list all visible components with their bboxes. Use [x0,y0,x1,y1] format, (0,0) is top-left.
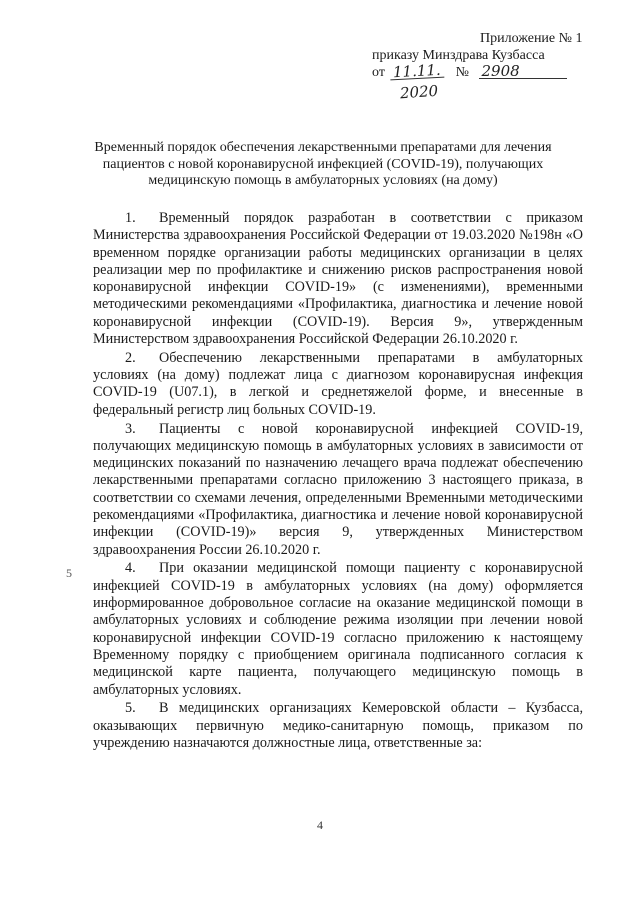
paragraph [93,350,583,419]
paragraph-number: 4. [125,560,136,577]
paragraph-number: 5. [125,700,136,717]
page-number: 4 [317,818,323,832]
paragraph-text: Временный порядок разработан в соответствии с приказом Министерства здравоохранения Российской Федерации от 19.03.2020 №198н «О временном порядке организации работы медицинских организации в целях реализации мер по профилактике и снижению рисков распространения новой коронавирусной инфекции COVID-19» (с изменениями), временными методическими рекомендациями «Профилактика, диагностика и лечение новой коронавирусной инфекции (COVID-19). Версия 9», утвержденным Министерством здравоохранения Российской Федерации 26.10.2020 г. [93,210,583,348]
paragraph-number: 2. [125,349,136,366]
paragraph [93,700,583,752]
paragraph [93,421,583,559]
paragraph-text: При оказании медицинской помощи пациенту с коронавирусной инфекцией COVID-19 в амбулаторных условиях (на дому) оформляется информированное добровольное согласие на оказание медицинской помощи в амбулаторных условиях и соблюдение режима изоляции при лечении новой коронавирусной инфекции COVID-19 согласно приложению к настоящему Временному порядку с приобщением оригинала подписанного согласия к медицинской карте пациента, получающего медицинскую помощь в амбулаторных условиях. [93,560,583,698]
document-body [93,210,583,754]
paragraph [93,560,583,698]
appendix-header [370,30,590,103]
handwritten-number: 2908 [479,64,567,79]
handwritten-date: 11.11. [390,63,444,81]
paragraph-number: 1. [125,210,136,226]
paragraph [93,210,583,348]
paragraph-text: В медицинских организациях Кемеровской области – Кузбасса, оказывающих первичную медико-санитарную помощь, приказом по учреждению назначаются должностные лица, ответственные за: [93,700,583,751]
appendix-title: Приложение № 1 [480,31,583,46]
paragraph-text: Пациенты с новой коронавирусной инфекцией COVID-19, получающих медицинскую помощь в амбулаторных условиях в зависимости от медицинских показаний по назначению лечащего врача подлежат обеспечению лекарственными препаратами согласно приложению 3 настоящего приказа, в соответствии со схемами лечения, определенными Временными методическими рекомендациями «Профилактика, диагностика и лечение новой коронавирусной инфекции (COVID-19)» версия 9, утвержденных Министерством здравоохранения России 26.10.2020 г. [93,420,583,558]
paragraph-number: 3. [125,420,136,437]
paragraph-text: Обеспечению лекарственными препаратами в амбулаторных условиях (на дому) подлежат лица с диагнозом коронавирусная инфекция COVID-19 (U07.1), в легкой и среднетяжелой форме, и внесенные в федеральный регистр лиц больных COVID-19. [93,349,583,418]
document-title: Временный порядок обеспечения лекарственными препаратами для лечения пациентов с новой коронавирусной инфекцией (COVID-19), получающих медицинскую помощь в амбулаторных условиях (на дому) [94,140,552,188]
appendix-order-ref: приказу Минздрава Кузбасса [372,48,545,63]
handwritten-year: 2020 [399,81,439,103]
from-label: от [372,65,385,80]
margin-mark: 5 [66,566,72,580]
number-label: № [455,65,470,80]
appendix-date-number-line [370,60,590,82]
